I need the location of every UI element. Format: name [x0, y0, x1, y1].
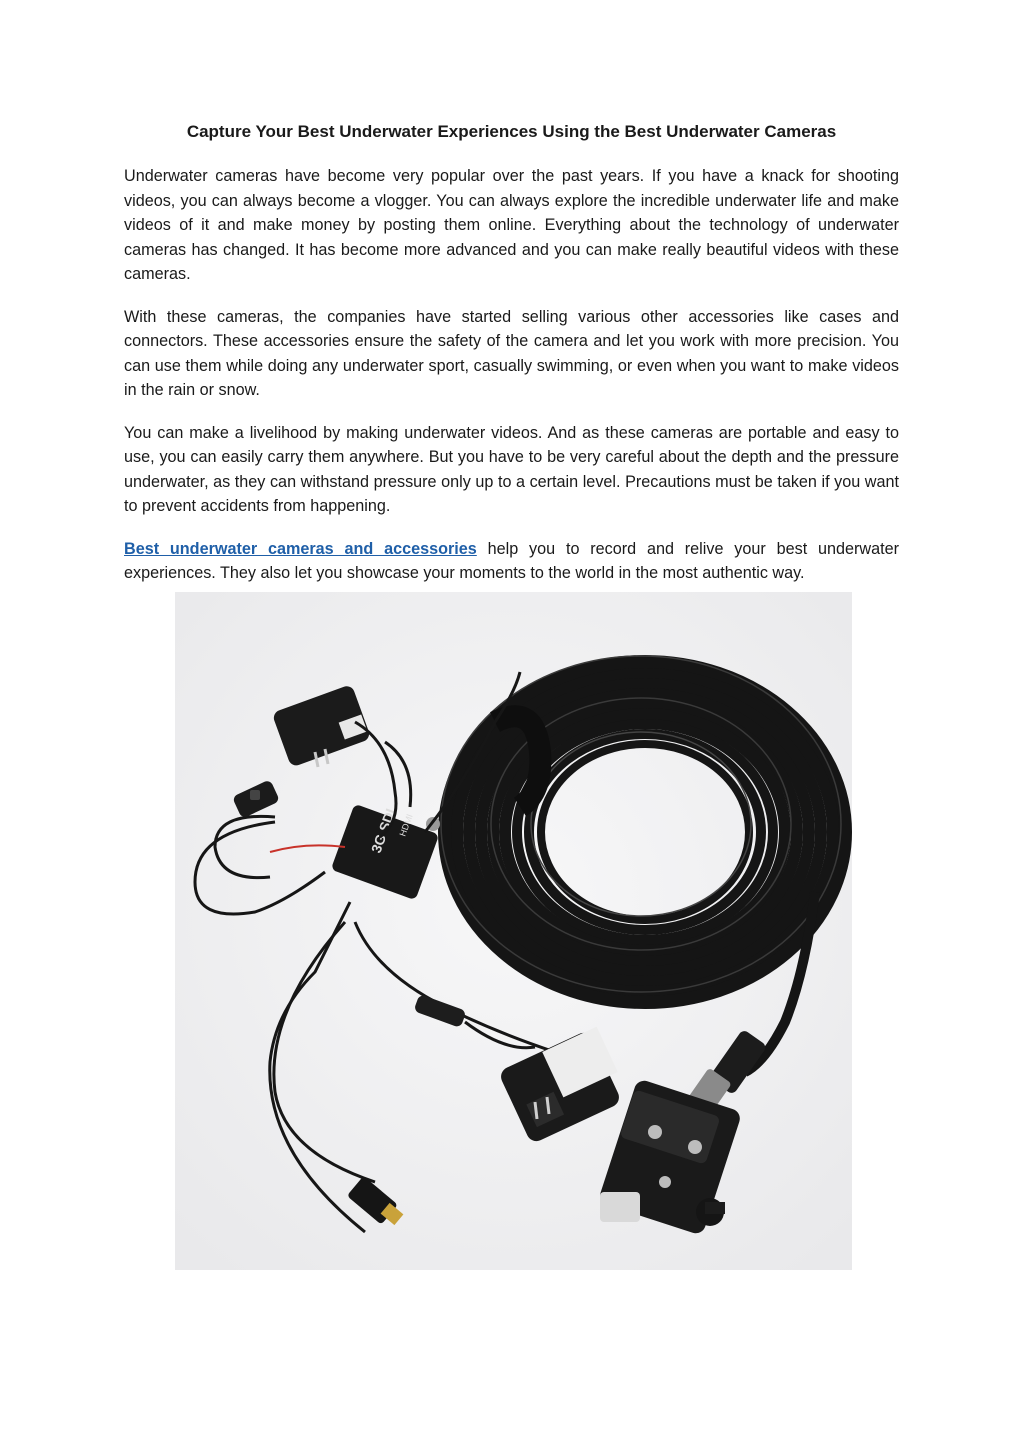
accessories-link[interactable]: Best underwater cameras and accessories	[124, 539, 477, 558]
converter-brand: HDMI	[397, 812, 415, 838]
converter-label: 3G SDI	[367, 806, 399, 856]
product-photo	[175, 592, 852, 1270]
page-title: Capture Your Best Underwater Experiences Using the Best Underwater Cameras	[186, 122, 837, 141]
paragraph-link	[124, 537, 899, 586]
document-body	[124, 120, 899, 604]
paragraph-accessories: With these cameras, the companies have started selling various other accessories like cases and connectors. These accessories ensure the safety of the camera and let you work with more precision. You can use them while doing any underwater sport, casually swimming, or even when you want to make videos in the rain or snow.	[124, 307, 899, 399]
camera-lens	[600, 1192, 640, 1222]
paragraph-livelihood: You can make a livelihood by making underwater videos. And as these cameras are portable and easy to use, you can easily carry them anywhere. But you have to be very careful about the depth and the pressure underwater, as they can withstand pressure only up to a certain level. Precautions must be taken if you want to prevent accidents from happening.	[124, 423, 899, 515]
paragraph-intro: Underwater cameras have become very popular over the past years. If you have a knack for shooting videos, you can always become a vlogger. You can always explore the incredible underwater life and make videos of it and make money by posting them online. Everything about the technology of underwater cameras has changed. It has become more advanced and you can make really beautiful videos with these cameras.	[124, 167, 899, 283]
link-paragraph-rest: help you to record and relive your best underwater experiences. They also let you showcase your moments to the world in the most authentic way.	[124, 539, 899, 582]
camera-kit-illustration	[175, 592, 852, 1270]
